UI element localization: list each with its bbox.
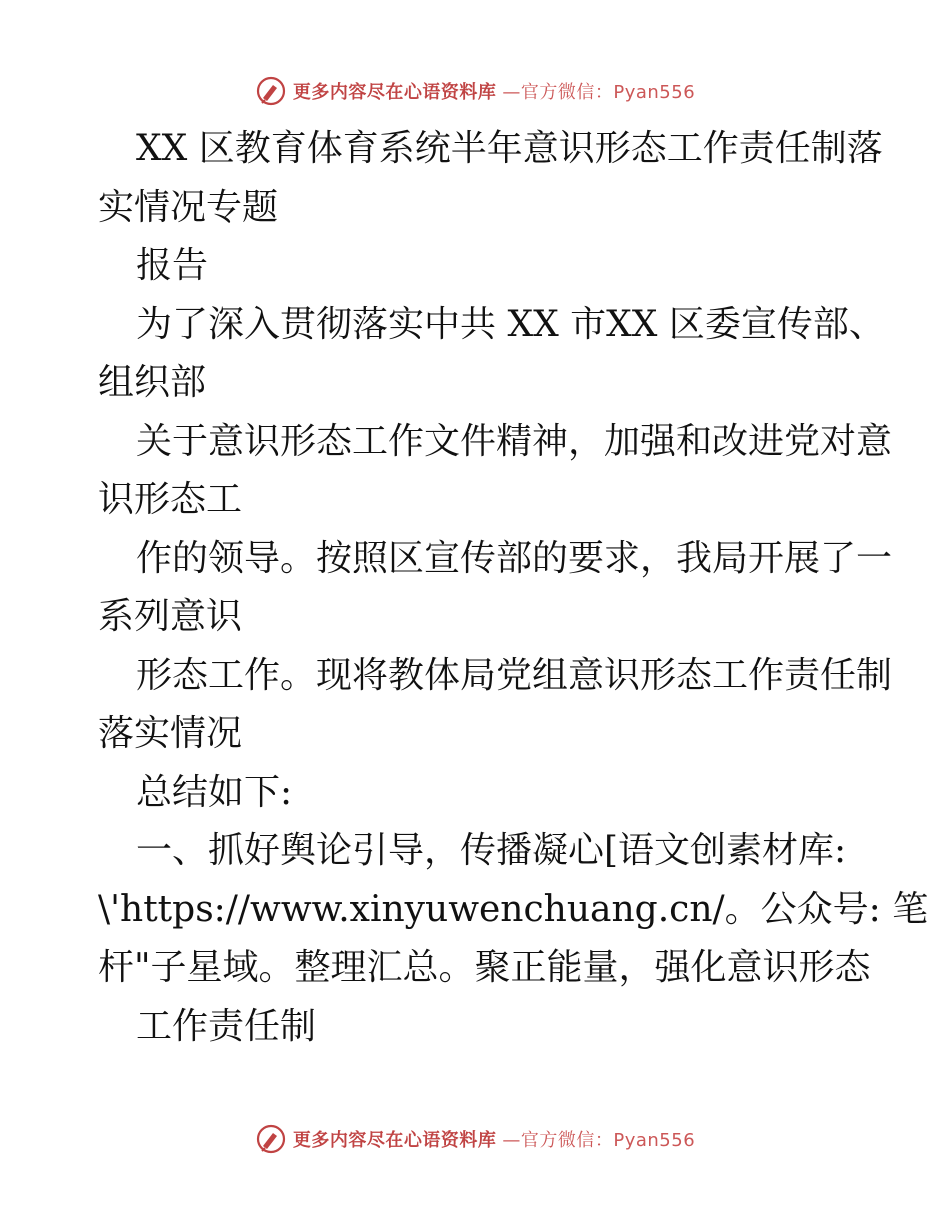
pen-logo-icon — [255, 1123, 287, 1155]
document-title-line-3: 报告 — [136, 245, 209, 286]
footer-watermark — [0, 1121, 950, 1157]
watermark-sub-text: —官方微信：Pyan556 — [502, 82, 696, 103]
document-title-line-2: 实情况专题 — [98, 186, 279, 228]
paragraph-line: 作的领导。按照区宣传部的要求，我局开展了一 — [136, 537, 893, 579]
section-heading-line: 一、抓好舆论引导，传播凝心[语文创素材库: — [136, 830, 847, 871]
document-body — [98, 120, 929, 1056]
paragraph-line: 形态工作。现将教体局党组意识形态工作责任制 — [136, 654, 893, 696]
header-watermark — [0, 73, 950, 109]
paragraph-line: 为了深入贯彻落实中共 XX 市XX 区委宣传部、 — [136, 303, 885, 345]
paragraph-line: 杆"子星域。整理汇总。聚正能量，强化意识形态 — [98, 947, 871, 988]
watermark-sub-text: —官方微信：Pyan556 — [502, 1130, 696, 1151]
watermark-main-text: 更多内容尽在心语资料库 — [292, 1130, 497, 1151]
pen-logo-icon — [255, 75, 287, 107]
paragraph-line: 关于意识形态工作文件精神，加强和改进党对意 — [136, 420, 893, 462]
paragraph-line: 落实情况 — [98, 713, 243, 754]
paragraph-line: 工作责任制 — [136, 1005, 317, 1047]
paragraph-line: 总结如下: — [136, 771, 293, 813]
watermark-main-text: 更多内容尽在心语资料库 — [292, 82, 497, 103]
paragraph-line: 组织部 — [98, 362, 207, 403]
paragraph-line: \'https://www.xinyuwenchuang.cn/。公众号: 笔 — [98, 888, 929, 930]
paragraph-line: 系列意识 — [98, 596, 243, 637]
paragraph-line: 识形态工 — [98, 479, 243, 520]
document-title-line-1: XX 区教育体育系统半年意识形态工作责任制落 — [136, 128, 883, 169]
